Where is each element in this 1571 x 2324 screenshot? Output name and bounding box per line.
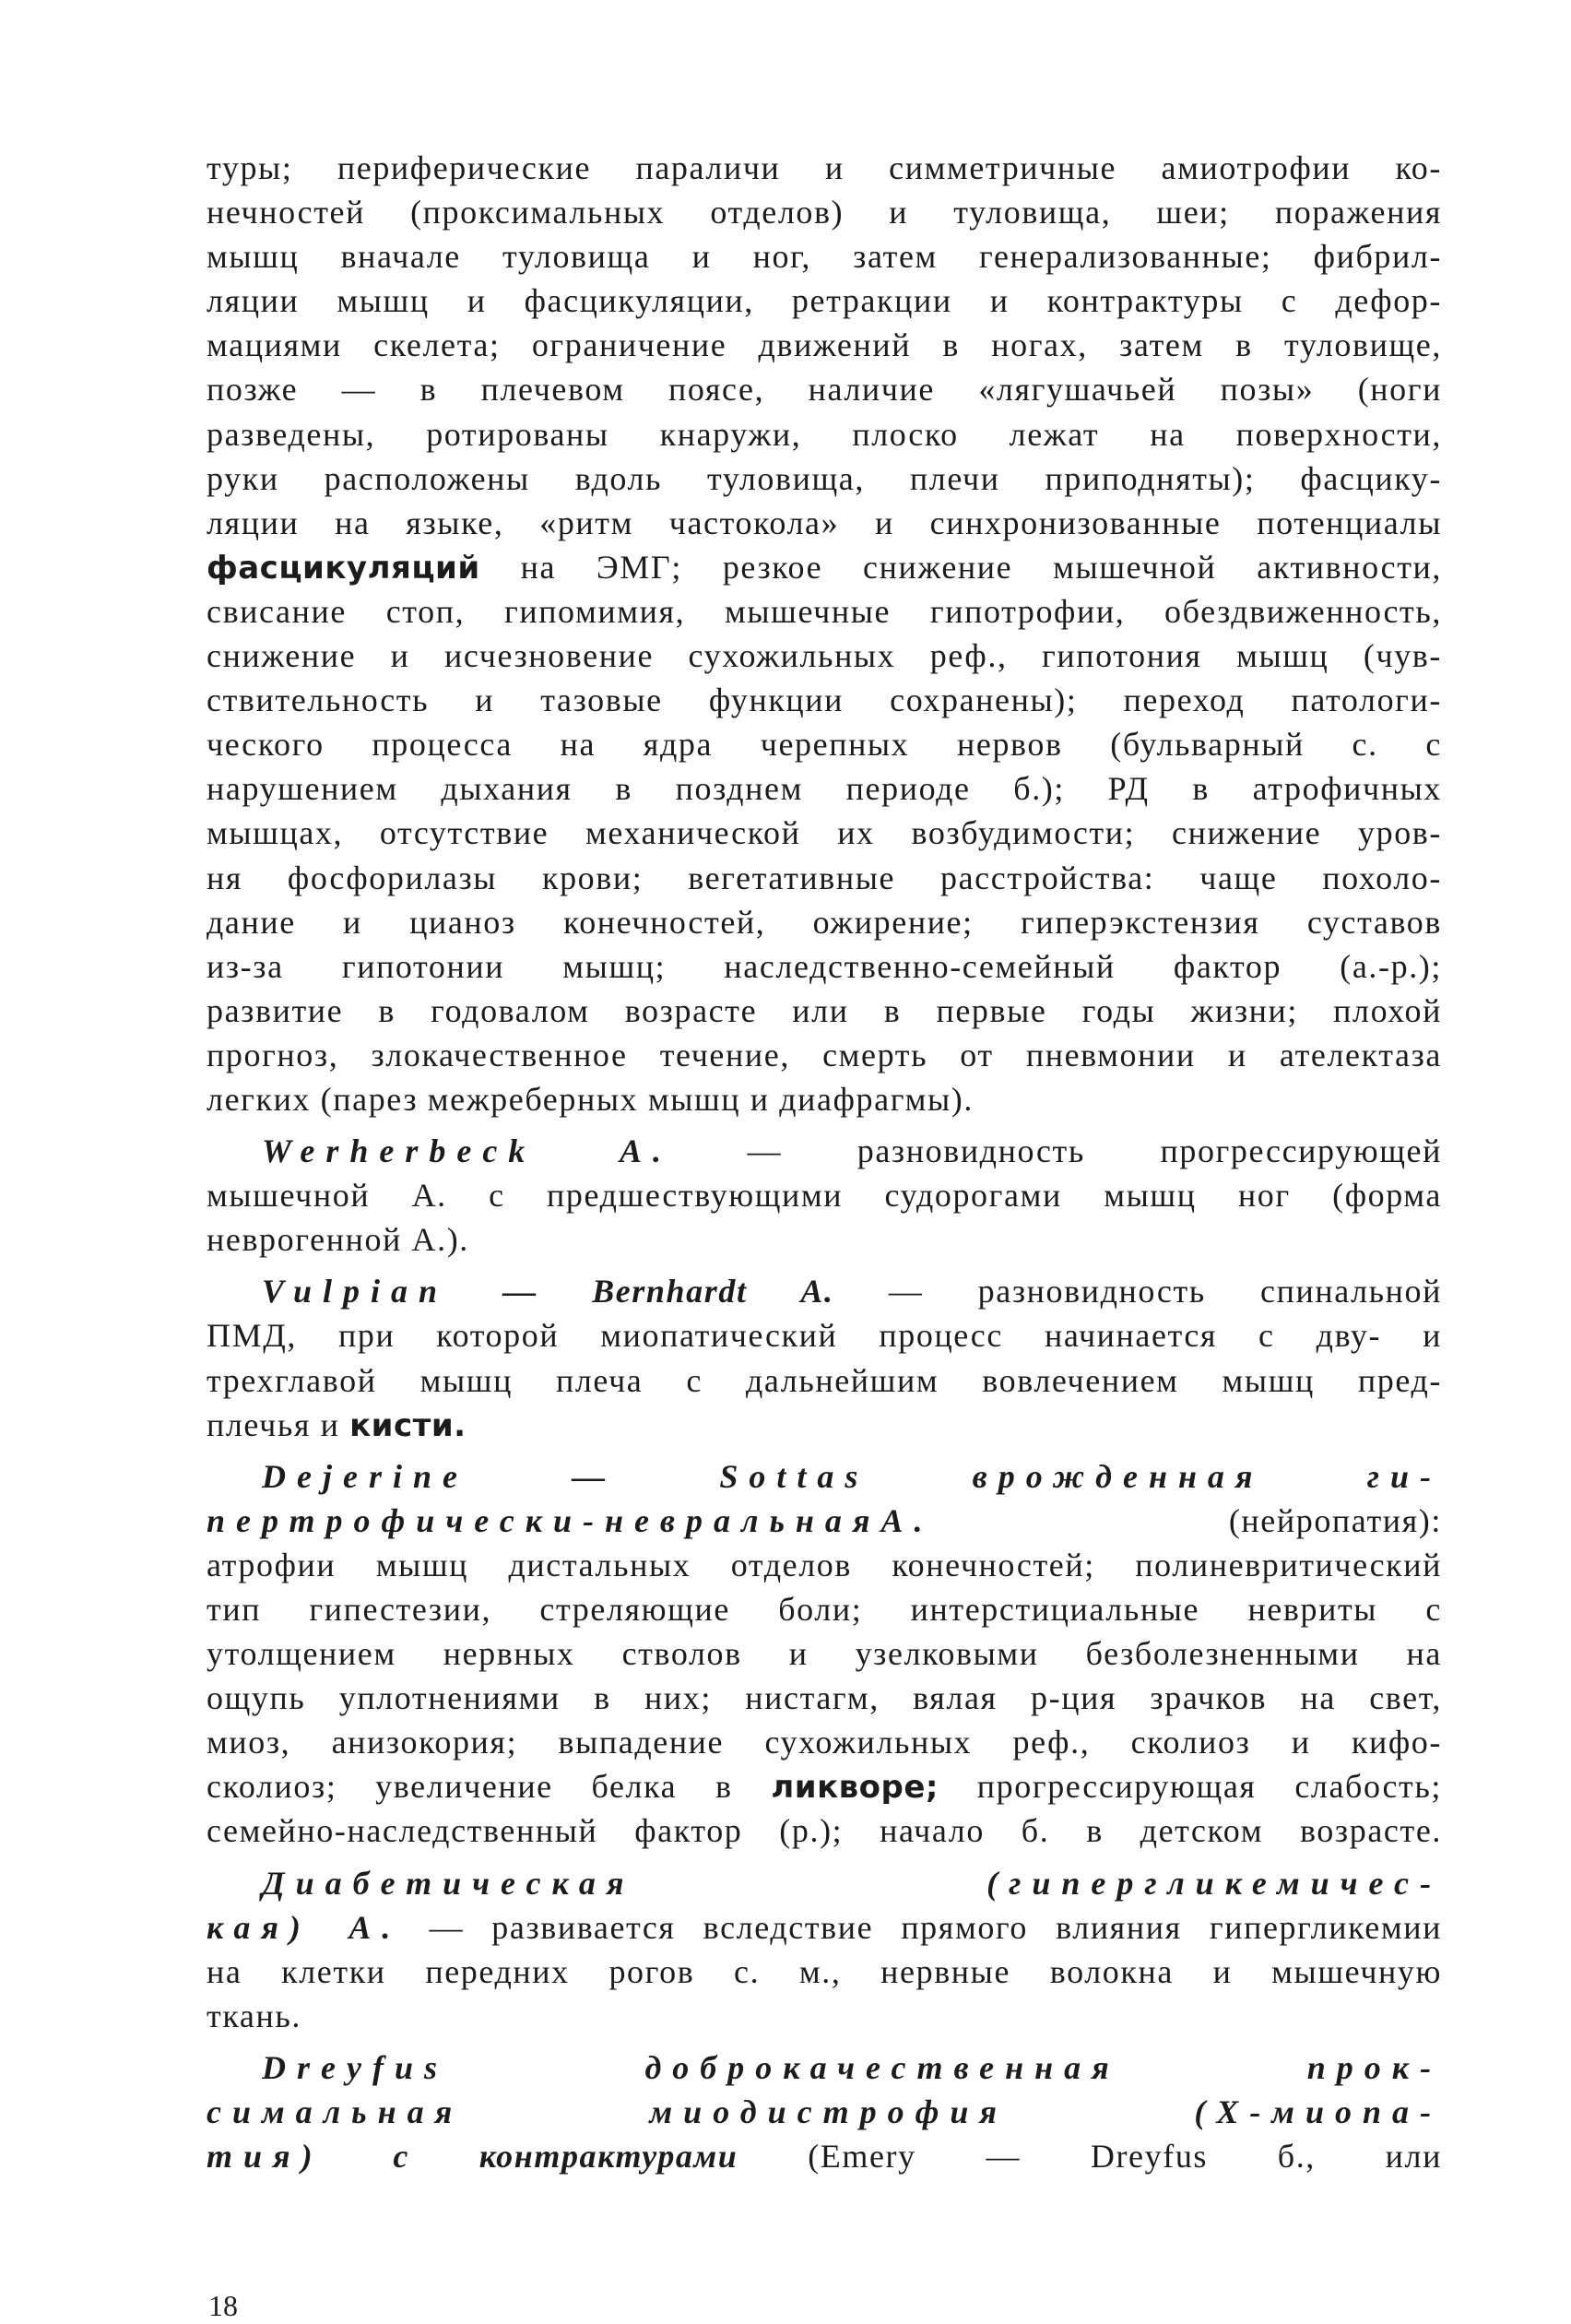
text-span: (Emery — Dreyfus б., или (808, 2138, 1442, 2176)
text-line: легких (парез межреберных мышц и диафрагмы). (207, 1080, 974, 1118)
entry-heading: с (393, 2138, 409, 2176)
entry-heading: прок- (1306, 2048, 1442, 2086)
text-line: ствительность и тазовые функции сохранены); переход патологи- (207, 682, 1442, 719)
text-span: плечья и (207, 1405, 350, 1443)
text-span: — разновидность прогрессирующей (747, 1132, 1442, 1170)
text-line (207, 545, 1442, 589)
page-number: 18 (208, 2289, 238, 2322)
entry-heading: (Х-миопа- (1194, 2093, 1442, 2131)
text-line: семейно-наследственный фактор (р.); начало б. в детском возрасте. (207, 1812, 1442, 1850)
entry-dejerine-sottas (207, 1454, 1442, 1499)
entry-heading: контрактурами (478, 2138, 738, 2176)
text-line: неврогенной А.). (207, 1221, 469, 1259)
text-span: сколиоз; увеличение белка в (207, 1768, 772, 1806)
entry-vulpian-bernhardt (207, 1269, 1442, 1313)
text-line: ткань. (207, 1997, 301, 2034)
text-line (207, 1905, 1442, 1950)
bold-term: кисти. (349, 1406, 467, 1444)
text-line: свисание стоп, гипомимия, мышечные гипотрофии, обездвиженность, (207, 592, 1442, 630)
text-line (207, 2090, 1442, 2134)
entry-heading: — Bernhardt A. (502, 1273, 834, 1310)
text-line: тип гипестезии, стреляющие боли; интерстициальные невриты с (207, 1591, 1442, 1628)
text-line: ПМД, при которой миопатический процесс начинается с дву- и (207, 1317, 1442, 1355)
text-line: ческого процесса на ядра черепных нервов (бульварный с. с (207, 726, 1442, 764)
text-line (207, 2134, 1442, 2178)
entry-heading: Werherbeck A. (262, 1132, 672, 1170)
text-line: руки расположены вдоль туловища, плечи приподняты); фасцику- (207, 459, 1442, 497)
text-line: на клетки передних рогов с. м., нервные волокна и мышечную (207, 1952, 1442, 1990)
entry-heading: симальная (207, 2093, 464, 2131)
entry-heading: Vulpian (262, 1273, 449, 1310)
text-line: утолщением нервных стволов и узелковыми безболезненными на (207, 1635, 1442, 1673)
text-line: ляции мышц и фасцикуляции, ретракции и контрактуры с дефор- (207, 282, 1442, 320)
entry-heading: тия) (207, 2138, 324, 2176)
entry-heading: миодистрофия (649, 2093, 1008, 2131)
text-line: развитие в годовалом возрасте или в первые годы жизни; плохой (207, 991, 1442, 1029)
text-line: мышечной А. с предшествующими судорогами мышц ног (форма (207, 1177, 1442, 1215)
entry-werherbeck (207, 1129, 1442, 1173)
bold-term: ликворе; (771, 1769, 939, 1807)
text-line: ня фосфорилазы крови; вегетативные расстройства: чаще похоло- (207, 859, 1442, 896)
text-line: дание и цианоз конечностей, ожирение; гиперэкстензия суставов (207, 903, 1442, 941)
entry-heading: кая) А. (207, 1908, 402, 1946)
text-span: (нейропатия): (933, 1501, 1442, 1539)
entry-heading: Dreyfus доброкачественная (262, 2048, 1120, 2086)
entry-heading: Dejerine — Sottas врожденная ги- (262, 1457, 1442, 1495)
text-line: нарушением дыхания в позднем периоде б.); РД в атрофичных (207, 770, 1442, 808)
text-line: мациями скелета; ограничение движений в ногах, затем в туловище, (207, 326, 1442, 364)
entry-diabetic (207, 1861, 1442, 1905)
text-span: — разновидность спинальной (888, 1273, 1442, 1310)
text-line: нечностей (проксимальных отделов) и туловища, шеи; поражения (207, 194, 1442, 231)
text-line: атрофии мышц дистальных отделов конечностей; полиневритический (207, 1546, 1442, 1583)
text-line (207, 1403, 1442, 1447)
text-line: позже — в плечевом поясе, наличие «лягушачьей позы» (ноги (207, 371, 1442, 409)
entry-heading: пертрофически-невральнаяА. (207, 1501, 934, 1539)
text-line: трехглавой мышц плеча с дальнейшим вовлечением мышц пред- (207, 1361, 1442, 1399)
text-line: мышцах, отсутствие механической их возбудимости; снижение уров- (207, 814, 1442, 852)
text-span: на ЭМГ; резкое снижение мышечной активности, (479, 548, 1442, 586)
text-line: из-за гипотонии мышц; наследственно-семейный фактор (а.-р.); (207, 947, 1442, 985)
text-line: мышц вначале туловища и ног, затем генерализованные; фибрил- (207, 238, 1442, 276)
bold-term: фасцикуляций (207, 549, 480, 587)
entry-dreyfus (207, 2045, 1442, 2090)
text-line: снижение и исчезновение сухожильных реф., гипотония мышц (чув- (207, 637, 1442, 675)
text-line (207, 1764, 1442, 1808)
text-line (207, 1499, 1442, 1543)
entry-heading: Диабетическая (гипергликемичес- (262, 1864, 1442, 1902)
text-line: разведены, ротированы кнаружи, плоско лежат на поверхности, (207, 415, 1442, 453)
text-line: ляции на языке, «ритм частокола» и синхронизованные потенциалы (207, 504, 1442, 541)
text-line: туры; периферические параличи и симметричные амиотрофии ко- (207, 149, 1442, 186)
text-line: ощупь уплотнениями в них; нистагм, вялая р-ция зрачков на свет, (207, 1679, 1442, 1717)
text-line: прогноз, злокачественное течение, смерть от пневмонии и ателектаза (207, 1036, 1442, 1073)
text-span: прогрессирующая слабость; (939, 1768, 1442, 1806)
body-text (207, 146, 1442, 2178)
text-line: миоз, анизокория; выпадение сухожильных реф., сколиоз и кифо- (207, 1724, 1442, 1761)
text-span: — развивается вследствие прямого влияния гипергликемии (401, 1908, 1442, 1946)
